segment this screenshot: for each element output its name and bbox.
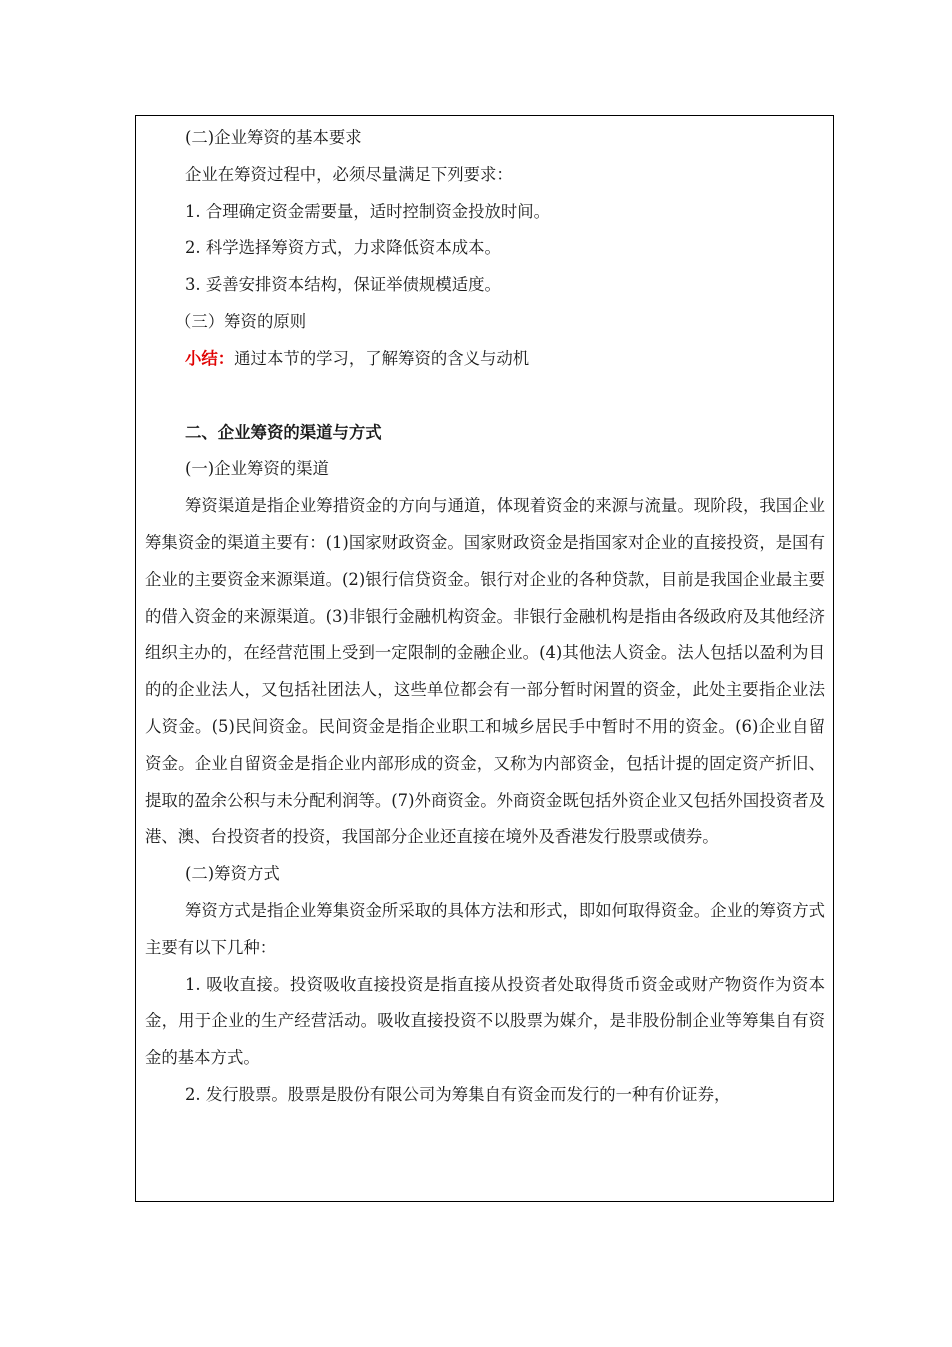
requirement-item-2: 2. 科学选择筹资方式，力求降低资本成本。 xyxy=(185,238,501,258)
summary-line xyxy=(145,341,825,378)
summary-text: 通过本节的学习，了解筹资的含义与动机 xyxy=(234,348,530,368)
channels-paragraph: 筹资渠道是指企业筹措资金的方向与通道，体现着资金的来源与流量。现阶段，我国企业筹集资金的渠道主要有：(1)国家财政资金。国家财政资金是指国家对企业的直接投资，是国有企业的主要资金来源渠道。(2)银行信贷资金。银行对企业的各种贷款，目前是我国企业最主要的借入资金的来源渠道。(3)非银行金融机构资金。非银行金融机构是指由各级政府及其他经济组织主办的，在经营范围上受到一定限制的金融企业。(4)其他法人资金。法人包括以盈利为目的的企业法人，又包括社团法人，这些单位都会有一部分暂时闲置的资金，此处主要指企业法人资金。(5)民间资金。民间资金是指企业职工和城乡居民手中暂时不用的资金。(6)企业自留资金。企业自留资金是指企业内部形成的资金，又称为内部资金，包括计提的固定资产折旧、提取的盈余公积与未分配利润等。(7)外商资金。外商资金既包括外资企业又包括外国投资者及港、澳、台投资者的投资，我国部分企业还直接在境外及香港发行股票或债券。 xyxy=(145,496,825,847)
principles-title: （三）筹资的原则 xyxy=(175,311,307,331)
methods-item-1: 1. 吸收直接。投资吸收直接投资是指直接从投资者处取得货币资金或财产物资作为资本金，用于企业的生产经营活动。吸收直接投资不以股票为媒介，是非股份制企业等筹集自有资金的基本方式。 xyxy=(145,974,825,1068)
section-two-heading: 二、企业筹资的渠道与方式 xyxy=(185,422,382,442)
basic-requirements-intro: 企业在筹资过程中，必须尽量满足下列要求： xyxy=(185,164,513,184)
document-content xyxy=(145,120,825,1114)
methods-title: (二)筹资方式 xyxy=(185,864,280,884)
requirement-item-3: 3. 妥善安排资本结构，保证举债规模适度。 xyxy=(185,275,501,295)
document-frame xyxy=(135,115,834,1202)
methods-intro: 筹资方式是指企业筹集资金所采取的具体方法和形式，即如何取得资金。企业的筹资方式主要有以下几种： xyxy=(145,900,825,957)
basic-requirements-title: (二)企业筹资的基本要求 xyxy=(185,128,362,147)
methods-item-2: 2. 发行股票。股票是股份有限公司为筹集自有资金而发行的一种有价证券， xyxy=(185,1084,731,1104)
channels-title: (一)企业筹资的渠道 xyxy=(185,459,329,479)
summary-label: 小结： xyxy=(185,348,235,368)
requirement-item-1: 1. 合理确定资金需要量，适时控制资金投放时间。 xyxy=(185,201,551,221)
section-spacer xyxy=(145,378,825,415)
